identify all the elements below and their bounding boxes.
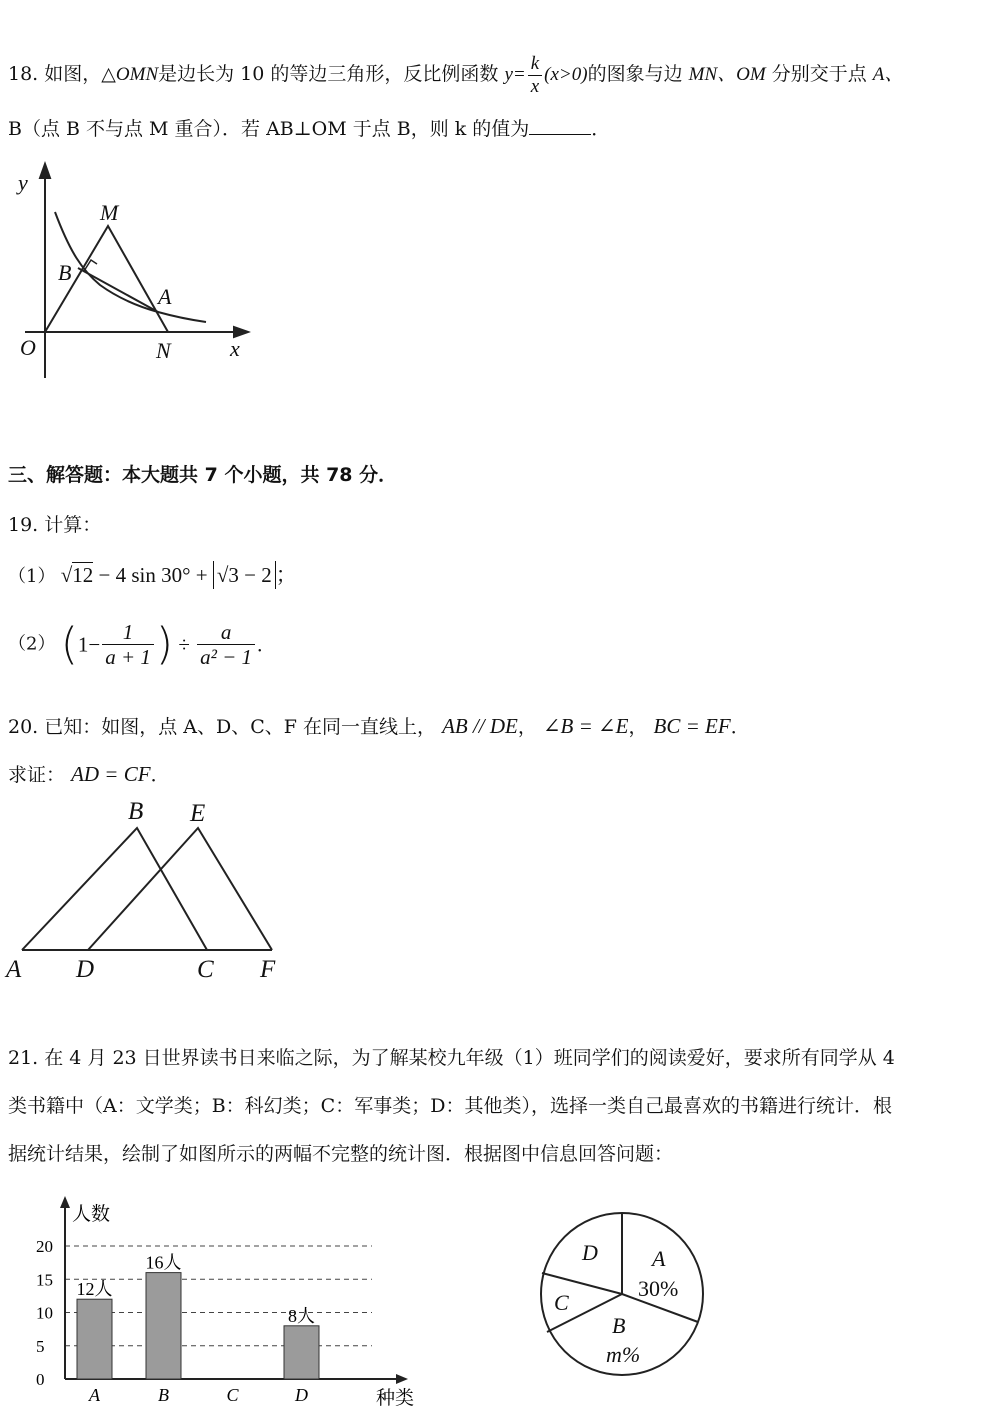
q19-p2-frac1-den: a + 1 (105, 645, 151, 670)
label-e: E (190, 800, 206, 827)
label-y: y (18, 170, 28, 195)
q18-func-frac (528, 53, 542, 98)
q19-p2-frac2-den: a² − 1 (200, 645, 253, 670)
q19-p2-frac2 (197, 620, 255, 669)
q20-prove-line (8, 760, 170, 787)
q21-line1: 21. 在 4 月 23 日世界读书日来临之际，为了解某校九年级（1）班同学们的阅读爱好，要求所有同学从 4 (8, 1047, 895, 1069)
label-a: A (158, 284, 172, 309)
pie-pct-b: m% (606, 1342, 641, 1367)
x-tick-C: C (226, 1385, 239, 1405)
q19-p2-div: ÷ (178, 632, 190, 657)
q20-end: ． (730, 716, 750, 738)
paren-right: ) (155, 618, 174, 670)
q18-answer-blank[interactable] (529, 116, 591, 135)
pie-chart (530, 1210, 710, 1380)
q20-sep2: ， (628, 716, 648, 738)
data-label-D: 8人 (288, 1305, 315, 1326)
chart-ylabel: 人数 (72, 1204, 111, 1225)
q19-p2-frac1 (102, 620, 154, 669)
q19-p2-frac2-num: a (197, 620, 255, 645)
q19-p1-sqrt12: 12 (72, 563, 94, 587)
pie-label-b: B (612, 1313, 626, 1338)
data-label-B: 16人 (145, 1252, 182, 1273)
q18-text-d: 分别交于点 (771, 63, 867, 85)
label-c: C (197, 956, 214, 983)
q18-line2-text: B（点 B 不与点 M 重合）．若 AB⊥OM 于点 B，则 k 的值为 (8, 118, 530, 140)
q20-line1 (8, 712, 750, 739)
pie-pct-a: 30% (638, 1276, 679, 1301)
label-b: B (128, 798, 144, 825)
label-b: B (58, 260, 72, 285)
sqrt-symbol: √ (60, 563, 73, 587)
y-tick-label: 15 (36, 1270, 53, 1290)
triangle-def (88, 828, 272, 950)
label-n: N (156, 338, 171, 363)
q18-figure (0, 160, 270, 390)
q18-func-den: x (530, 75, 540, 97)
pie-label-c: C (554, 1290, 569, 1315)
bar-chart (20, 1190, 440, 1412)
q18-func-cond: (x>0) (544, 64, 588, 85)
pie-label-a: A (652, 1246, 666, 1271)
q19-p2-one: 1− (77, 632, 101, 657)
q18-func-y: y= (504, 64, 526, 85)
q19-p2-end: . (257, 632, 263, 657)
q18-text-b: 是边长为 10 的等边三角形，反比例函数 (158, 63, 499, 85)
y-tick-label: 0 (36, 1370, 45, 1389)
bar-A (77, 1299, 112, 1379)
q18-edges: MN、OM (688, 64, 766, 85)
x-tick-D: D (295, 1385, 308, 1405)
q20-cond1: AB // DE (442, 714, 518, 738)
q19-part1 (8, 560, 297, 592)
bar-D (284, 1326, 319, 1379)
q18-text-c: 的图象与边 (587, 63, 683, 85)
label-x: x (230, 336, 240, 361)
q20-prove-end: ． (150, 764, 170, 786)
label-a: A (6, 956, 22, 983)
x-tick-B: B (158, 1385, 169, 1405)
q19-p1-mid: − 4 sin 30° + (98, 563, 208, 587)
x-tick-A: A (89, 1385, 100, 1405)
q18-line2 (8, 114, 610, 141)
label-m: M (100, 200, 119, 225)
q19-p2-label: （2） (8, 633, 56, 655)
pie-label-d: D (582, 1240, 598, 1265)
q19-p1-abs: √3 − 2 (213, 561, 276, 589)
q20-cond3: BC = EF (653, 714, 731, 738)
label-o: O (20, 335, 36, 360)
q21-line3: 据统计结果，绘制了如图所示的两幅不完整的统计图．根据图中信息回答问题： (8, 1143, 674, 1165)
label-f: F (260, 956, 276, 983)
y-tick-label: 5 (36, 1336, 45, 1356)
q20-prove-label: 求证： (8, 764, 66, 786)
chart-xlabel: 种类 (376, 1388, 415, 1409)
q21-line2: 类书籍中（A：文学类；B：科幻类；C：军事类；D：其他类），选择一类自己最喜欢的书籍进行统计．根 (8, 1095, 892, 1117)
q20-sep1: ， (517, 716, 537, 738)
q20-text: 20. 已知：如图，点 A、D、C、F 在同一直线上， (8, 716, 437, 738)
q20-cond2: ∠B = ∠E (542, 714, 629, 738)
q18-text-e: A、 (872, 64, 904, 85)
y-axis-arrow (40, 164, 50, 178)
q18-text-a: 如图， (44, 63, 102, 85)
paren-left: ( (60, 618, 78, 670)
q19-p2-frac1-num: 1 (102, 620, 154, 645)
y-axis-arrow (60, 1196, 70, 1208)
q18-number: 18. (8, 63, 39, 85)
q18-func-num: k (528, 53, 542, 76)
triangle-abc (22, 828, 207, 950)
data-label-A: 12人 (76, 1279, 113, 1300)
q20-figure (0, 795, 300, 990)
y-tick-label: 10 (36, 1303, 53, 1323)
bar-B (146, 1273, 181, 1379)
q20-prove: AD = CF (71, 762, 151, 786)
bar-marks (77, 1273, 319, 1379)
x-axis-arrow (396, 1374, 408, 1384)
label-d: D (76, 956, 95, 983)
q19-part2 (8, 620, 262, 669)
segment-ab (78, 268, 158, 312)
q19-header: 19. 计算： (8, 514, 102, 536)
section3-title: 三、解答题：本大题共 7 个小题，共 78 分． (8, 464, 398, 486)
q18-line2-end: ． (591, 118, 611, 140)
y-tick-label: 20 (36, 1237, 53, 1256)
q19-p1-end: ； (275, 563, 297, 587)
q19-p1-label: （1） (8, 566, 56, 587)
q18-line1 (8, 50, 903, 106)
q18-triangle: △OMN (101, 64, 159, 85)
